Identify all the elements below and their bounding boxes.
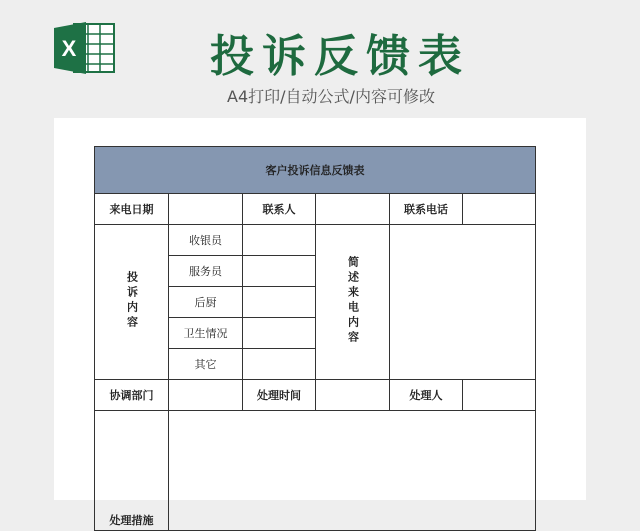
summary-value-cell[interactable] (390, 225, 536, 380)
contact-value-cell[interactable] (316, 194, 390, 225)
page-subtitle: A4打印/自动公式/内容可修改 (227, 87, 435, 106)
complaint-content-label-cell (95, 225, 169, 380)
complaint-form-table (94, 146, 536, 531)
category-waiter: 服务员 (169, 256, 243, 287)
category-hygiene-value[interactable] (243, 318, 316, 349)
handler-label: 处理人 (390, 380, 463, 411)
complaint-content-label: 投诉内容 (125, 270, 139, 331)
category-kitchen: 后厨 (169, 287, 243, 318)
summary-label: 简述来电内容 (346, 255, 360, 346)
summary-label-cell (316, 225, 390, 380)
handle-time-label: 处理时间 (243, 380, 316, 411)
category-kitchen-value[interactable] (243, 287, 316, 318)
table-title: 客户投诉信息反馈表 (95, 147, 536, 194)
page-title: 投诉反馈表 (210, 31, 470, 82)
contact-label: 联系人 (243, 194, 316, 225)
handle-time-value-cell[interactable] (316, 380, 390, 411)
category-waiter-value[interactable] (243, 256, 316, 287)
handler-value-cell[interactable] (463, 380, 536, 411)
category-other: 其它 (169, 349, 243, 380)
phone-value-cell[interactable] (463, 194, 536, 225)
category-hygiene: 卫生情况 (169, 318, 243, 349)
logo-letter: X (61, 36, 77, 61)
date-label: 来电日期 (95, 194, 169, 225)
category-other-value[interactable] (243, 349, 316, 380)
measures-label: 处理措施 (95, 411, 169, 531)
phone-label: 联系电话 (390, 194, 463, 225)
date-value-cell[interactable] (169, 194, 243, 225)
category-cashier-value[interactable] (243, 225, 316, 256)
dept-label: 协调部门 (95, 380, 169, 411)
dept-value-cell[interactable] (169, 380, 243, 411)
category-cashier: 收银员 (169, 225, 243, 256)
form-sheet (54, 118, 586, 527)
measures-value-cell[interactable] (169, 411, 536, 531)
